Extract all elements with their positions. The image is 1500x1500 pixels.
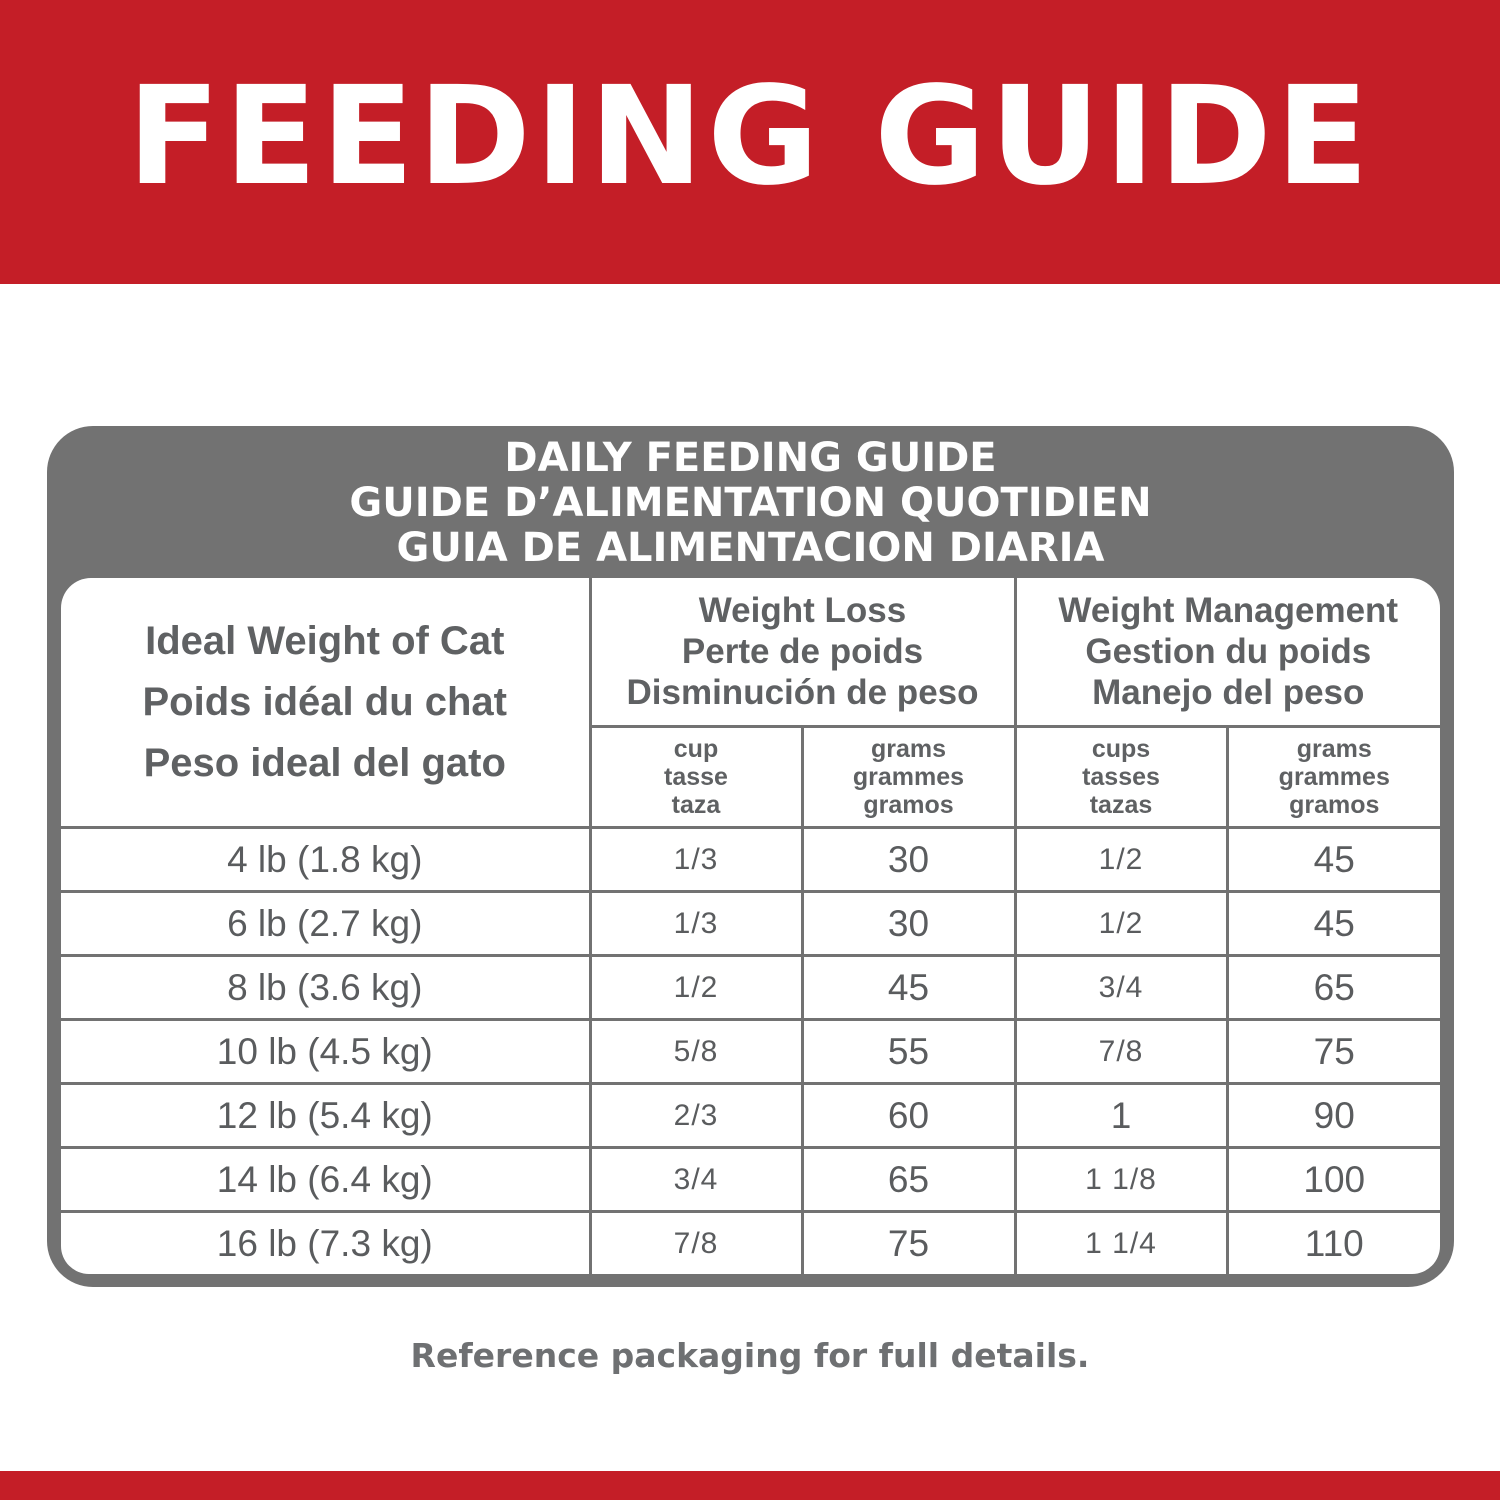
feeding-table [61,578,1440,1274]
mgmt-grams-cell: 65 [1227,956,1440,1020]
unit-line: tazas [1089,791,1153,819]
loss-cups-cell: 3/4 [590,1148,802,1212]
table-row [61,828,1440,892]
unit-header-mgmt-grams [1227,727,1440,828]
table-row [61,892,1440,956]
mgmt-grams-cell: 45 [1227,828,1440,892]
mgmt-cups-cell: 1 1/8 [1015,1148,1227,1212]
mgmt-cups-cell: 1/2 [1015,892,1227,956]
bottom-accent-bar [0,1471,1500,1500]
cat-weight-cell: 4 lb (1.8 kg) [61,828,590,892]
cat-weight-cell: 12 lb (5.4 kg) [61,1084,590,1148]
mgmt-grams-cell: 90 [1227,1084,1440,1148]
loss-cups-cell: 1/2 [590,956,802,1020]
cat-weight-cell: 6 lb (2.7 kg) [61,892,590,956]
page-title: FEEDING GUIDE [127,58,1373,216]
header-banner [0,0,1500,284]
table-row [61,1084,1440,1148]
panel-heading-line: GUIDE D’ALIMENTATION QUOTIDIEN [349,480,1152,526]
group-header-line: Weight Management [1058,591,1399,630]
feeding-table-wrap [61,578,1440,1274]
unit-line: grammes [1278,763,1390,791]
cat-weight-cell: 8 lb (3.6 kg) [61,956,590,1020]
mgmt-cups-cell: 1 [1015,1084,1227,1148]
loss-grams-cell: 45 [802,956,1015,1020]
unit-line: grams [1296,735,1372,763]
weight-column-header [61,578,590,828]
unit-line: gramos [863,791,954,819]
unit-line: cup [673,735,719,763]
loss-grams-cell: 55 [802,1020,1015,1084]
table-row [61,1148,1440,1212]
loss-grams-cell: 65 [802,1148,1015,1212]
unit-line: taza [671,791,721,819]
loss-cups-cell: 2/3 [590,1084,802,1148]
loss-grams-cell: 60 [802,1084,1015,1148]
group-header-line: Disminución de peso [626,673,979,712]
table-row [61,1020,1440,1084]
mgmt-cups-cell: 7/8 [1015,1020,1227,1084]
unit-line: tasse [664,763,728,791]
unit-header-loss-grams [802,727,1015,828]
weight-header-line: Poids idéal du chat [142,679,507,724]
table-row [61,956,1440,1020]
cat-weight-cell: 16 lb (7.3 kg) [61,1212,590,1275]
feeding-guide-panel [47,426,1454,1287]
panel-heading [47,436,1454,571]
unit-header-mgmt-cups [1015,727,1227,828]
loss-cups-cell: 1/3 [590,892,802,956]
loss-cups-cell: 7/8 [590,1212,802,1275]
mgmt-cups-cell: 3/4 [1015,956,1227,1020]
loss-grams-cell: 75 [802,1212,1015,1275]
unit-line: grams [870,735,947,763]
footnote: Reference packaging for full details. [410,1336,1090,1375]
mgmt-cups-cell: 1 1/4 [1015,1212,1227,1275]
unit-line: tasses [1082,763,1160,791]
loss-cups-cell: 5/8 [590,1020,802,1084]
cat-weight-cell: 10 lb (4.5 kg) [61,1020,590,1084]
unit-line: gramos [1289,791,1380,819]
group-header-line: Manejo del peso [1092,673,1365,712]
loss-grams-cell: 30 [802,828,1015,892]
unit-line: cups [1091,735,1151,763]
table-row [61,1212,1440,1275]
weight-header-line: Ideal Weight of Cat [145,618,505,663]
panel-heading-line: DAILY FEEDING GUIDE [504,435,997,481]
cat-weight-cell: 14 lb (6.4 kg) [61,1148,590,1212]
mgmt-grams-cell: 110 [1227,1212,1440,1275]
group-header-line: Weight Loss [698,591,907,630]
weight-loss-header [590,578,1015,727]
panel-heading-line: GUIA DE ALIMENTACION DIARIA [396,525,1105,571]
unit-line: grammes [852,763,965,791]
weight-header-line: Peso ideal del gato [143,740,506,785]
weight-management-header [1015,578,1440,727]
loss-cups-cell: 1/3 [590,828,802,892]
mgmt-grams-cell: 100 [1227,1148,1440,1212]
group-header-line: Perte de poids [681,632,924,671]
mgmt-grams-cell: 45 [1227,892,1440,956]
loss-grams-cell: 30 [802,892,1015,956]
group-header-line: Gestion du poids [1085,632,1372,671]
mgmt-grams-cell: 75 [1227,1020,1440,1084]
unit-header-loss-cups [590,727,802,828]
mgmt-cups-cell: 1/2 [1015,828,1227,892]
